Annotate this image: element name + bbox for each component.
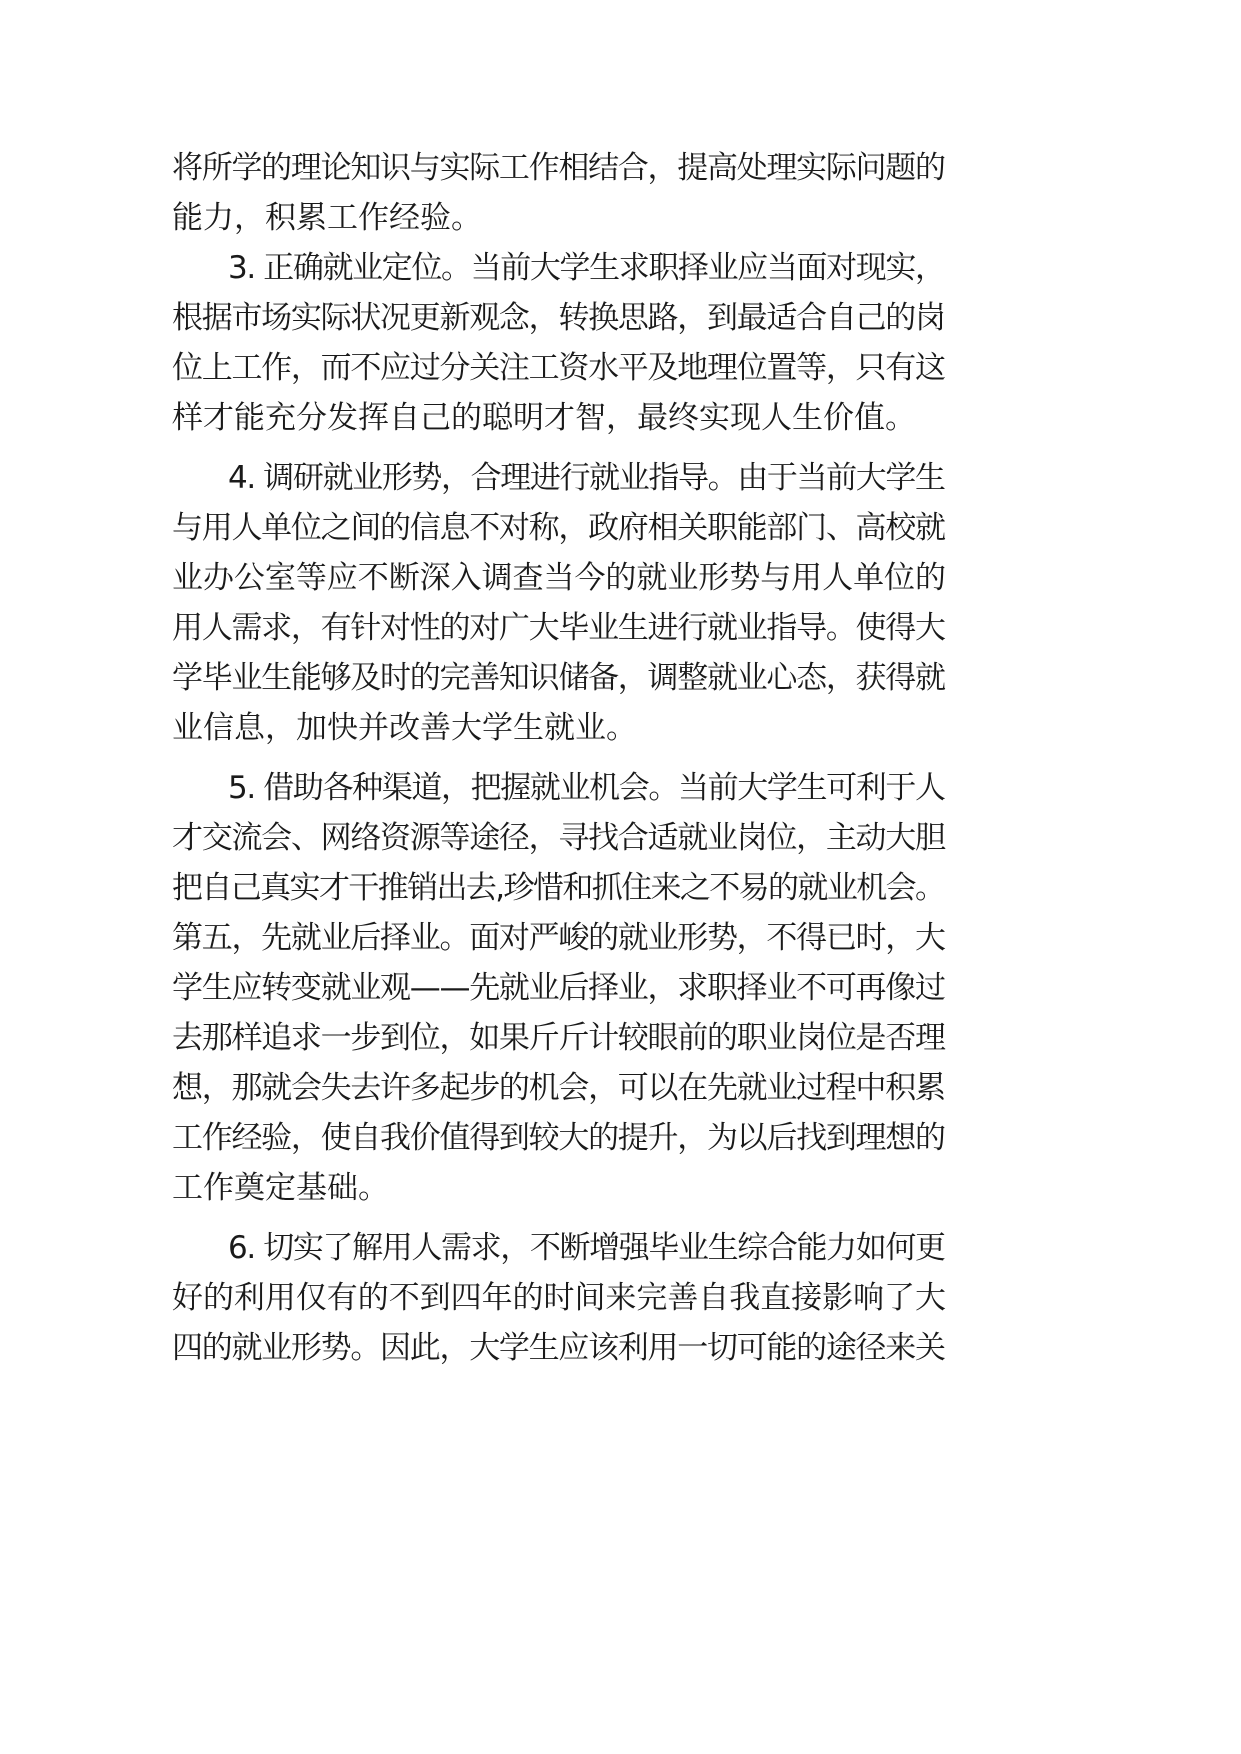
text-line	[0, 293, 1241, 343]
text-line-content: 将所学的理论知识与实际工作相结合，提高处理实际问题的	[172, 150, 945, 186]
text-line-content: 四的就业形势。因此，大学生应该利用一切可能的途径来关	[172, 1330, 945, 1366]
text-line	[0, 1323, 1241, 1373]
text-line-content: 业信息，加快并改善大学生就业。	[172, 710, 637, 746]
text-line-content: 5. 借助各种渠道，把握就业机会。当前大学生可利于人	[228, 770, 945, 806]
text-line	[0, 1163, 1241, 1213]
text-line-content: 学毕业生能够及时的完善知识储备，调整就业心态，获得就	[172, 660, 945, 696]
text-line-content: 6. 切实了解用人需求，不断增强毕业生综合能力如何更	[228, 1230, 945, 1266]
text-line-content: 才交流会、网络资源等途径，寻找合适就业岗位，主动大胆	[172, 820, 945, 856]
text-line	[0, 813, 1241, 863]
text-line-content: 想，那就会失去许多起步的机会，可以在先就业过程中积累	[172, 1070, 945, 1106]
text-line	[0, 913, 1241, 963]
text-line	[0, 1273, 1241, 1323]
text-line-content: 样才能充分发挥自己的聪明才智，最终实现人生价值。	[172, 400, 916, 436]
text-line-content: 3. 正确就业定位。当前大学生求职择业应当面对现实，	[228, 250, 945, 286]
text-line-content: 与用人单位之间的信息不对称，政府相关职能部门、高校就	[172, 510, 945, 546]
text-line	[0, 393, 1241, 443]
text-line	[0, 553, 1241, 603]
text-line-content: 第五，先就业后择业。面对严峻的就业形势，不得已时，大	[172, 920, 945, 956]
text-line-content: 去那样追求一步到位，如果斤斤计较眼前的职业岗位是否理	[172, 1020, 945, 1056]
text-line	[0, 453, 1241, 503]
text-line	[0, 143, 1241, 193]
text-line-content: 根据市场实际状况更新观念，转换思路，到最适合自己的岗	[172, 300, 945, 336]
text-line-content: 把自己真实才干推销出去,珍惜和抓住来之不易的就业机会。	[172, 870, 945, 906]
text-line-content: 4. 调研就业形势，合理进行就业指导。由于当前大学生	[228, 460, 945, 496]
text-line	[0, 1223, 1241, 1273]
text-line	[0, 503, 1241, 553]
text-line	[0, 963, 1241, 1013]
text-line-content: 工作经验，使自我价值得到较大的提升，为以后找到理想的	[172, 1120, 945, 1156]
text-line	[0, 1113, 1241, 1163]
text-line-content: 学生应转变就业观——先就业后择业，求职择业不可再像过	[172, 970, 945, 1006]
text-line	[0, 1013, 1241, 1063]
text-line	[0, 703, 1241, 753]
text-line	[0, 603, 1241, 653]
text-line	[0, 1063, 1241, 1113]
text-line-content: 位上工作，而不应过分关注工资水平及地理位置等，只有这	[172, 350, 945, 386]
text-line-content: 业办公室等应不断深入调查当今的就业形势与用人单位的	[172, 560, 946, 596]
text-line-content: 工作奠定基础。	[172, 1170, 389, 1206]
text-line	[0, 653, 1241, 703]
text-line	[0, 343, 1241, 393]
text-line	[0, 193, 1241, 243]
text-line	[0, 863, 1241, 913]
text-line	[0, 763, 1241, 813]
text-line-content: 能力，积累工作经验。	[172, 200, 482, 236]
text-line	[0, 243, 1241, 293]
text-line-content: 好的利用仅有的不到四年的时间来完善自我直接影响了大	[172, 1280, 946, 1316]
text-line-content: 用人需求，有针对性的对广大毕业生进行就业指导。使得大	[172, 610, 945, 646]
